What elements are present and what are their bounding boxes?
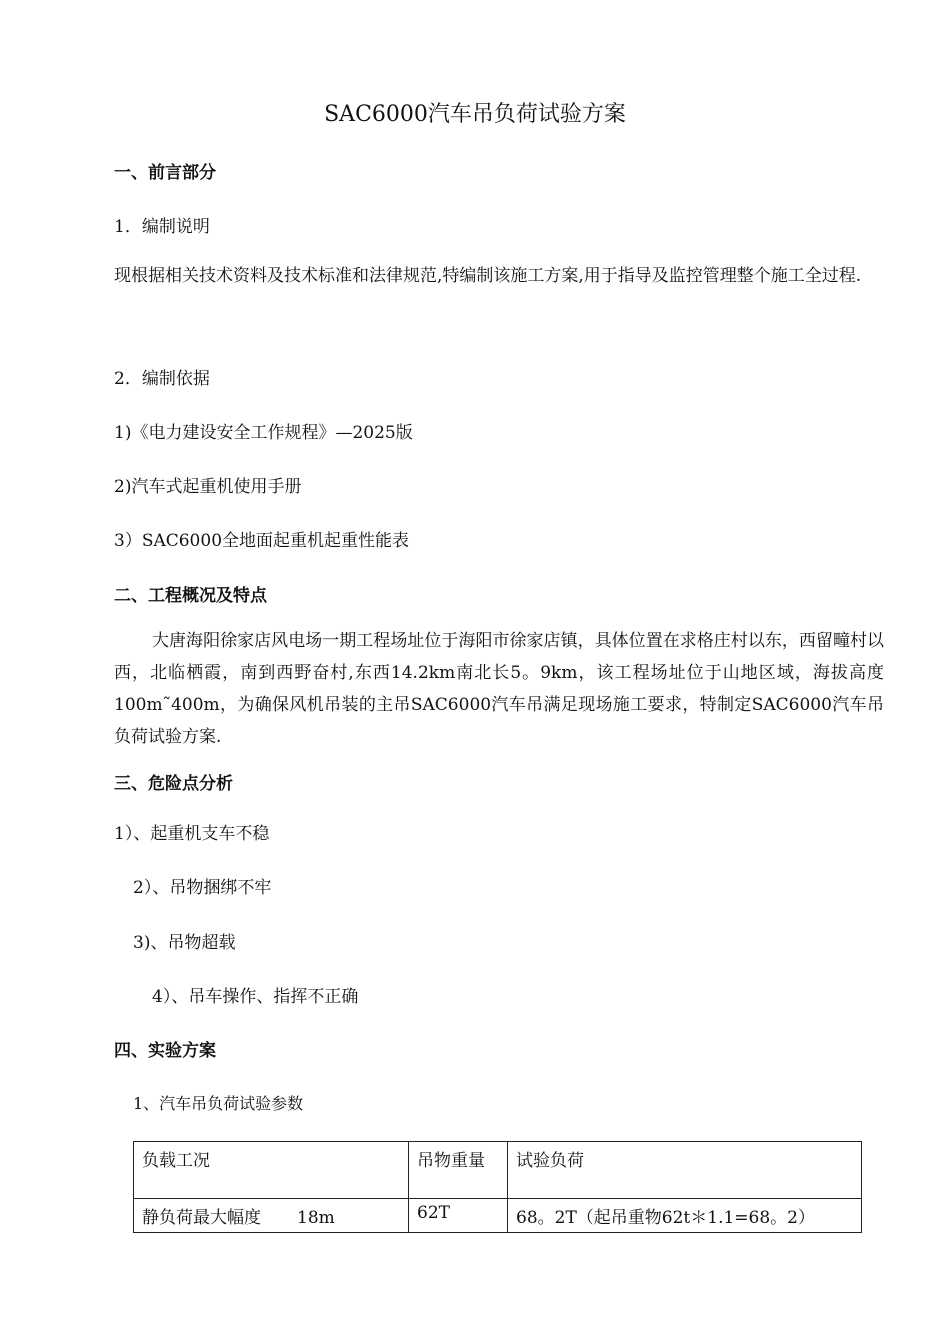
hazard-item: 4）、吊车操作、指挥不正确: [152, 987, 359, 1007]
reference-item: 2)汽车式起重机使用手册: [114, 477, 302, 497]
section2-heading: 二、工程概况及特点: [114, 586, 267, 606]
section4-heading: 四、实验方案: [114, 1041, 216, 1061]
reference-item: 3）SAC6000全地面起重机起重性能表: [114, 531, 410, 551]
table-cell-weight: 62T: [409, 1199, 508, 1233]
condition-label: 静负荷最大幅度: [142, 1208, 261, 1228]
table-header-row: [134, 1142, 862, 1199]
section3-heading: 三、危险点分析: [114, 774, 233, 794]
table-header-cell: 吊物重量: [409, 1142, 508, 1199]
reference-item: 1)《电力建设安全工作规程》—2025版: [114, 423, 413, 443]
section1-sub1: 1．编制说明: [114, 217, 210, 237]
load-test-table: [133, 1141, 862, 1233]
table-header-cell: 负载工况: [134, 1142, 409, 1199]
section1-sub2: 2．编制依据: [114, 369, 210, 389]
table-cell-condition: [134, 1199, 409, 1233]
hazard-item: 3)、吊物超载: [133, 933, 236, 953]
table-row: [134, 1199, 862, 1233]
section1-sub1-text: 现根据相关技术资料及技术标准和法律规范,特编制该施工方案,用于指导及监控管理整个施工全过程.: [114, 266, 862, 286]
section1-heading: 一、前言部分: [114, 163, 216, 183]
page-title: SAC6000汽车吊负荷试验方案: [324, 102, 626, 127]
table-cell-load: 68。2T（起吊重物62t＊1.1=68。2）: [508, 1199, 862, 1233]
hazard-item: 1）、起重机支车不稳: [114, 824, 270, 844]
section4-sub1: 1、汽车吊负荷试验参数: [133, 1094, 304, 1113]
condition-radius: 18m: [297, 1208, 335, 1228]
hazard-item: 2）、吊物捆绑不牢: [133, 878, 272, 898]
table-header-cell: 试验负荷: [508, 1142, 862, 1199]
section2-paragraph: 大唐海阳徐家店风电场一期工程场址位于海阳市徐家店镇，具体位置在求格庄村以东，西留疃村以西，北临栖霞，南到西野奋村,东西14.2km南北长5。9km，该工程场址位于山地区域，海拔高度100m˜400m，为确保风机吊装的主吊SAC6000汽车吊满足现场施工要求，特制定SAC6000汽车吊负荷试验方案.: [114, 631, 884, 747]
